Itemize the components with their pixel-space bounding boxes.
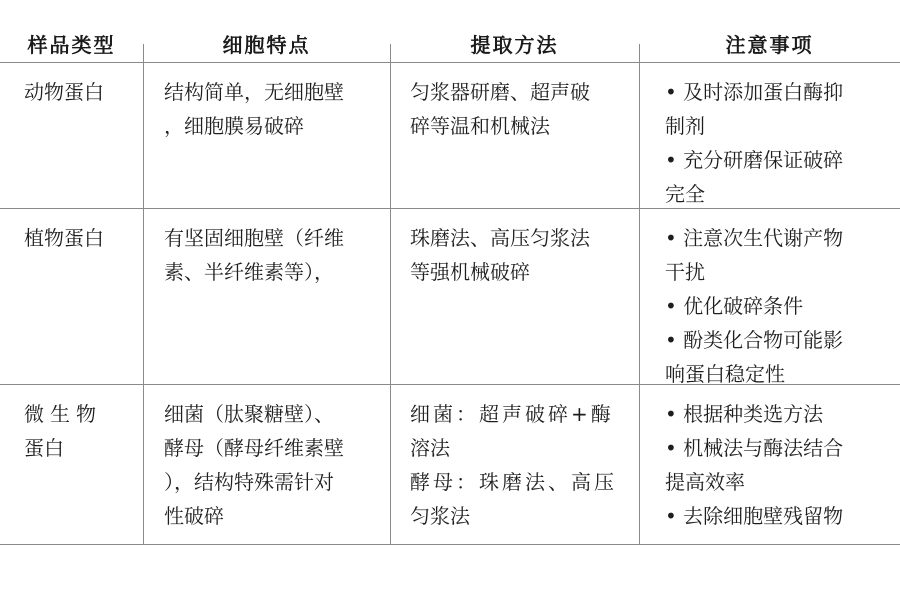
cell-text-line: • 机械法与酶法结合	[665, 436, 844, 460]
cell-sample-type	[0, 209, 143, 384]
table-row-animal-protein	[0, 63, 900, 209]
cell-text-line: 珠磨法、高压匀浆法	[410, 226, 590, 250]
cell-text-line: 碎等温和机械法	[410, 114, 550, 138]
cell-text-line: 有坚固细胞壁（纤维	[164, 226, 344, 250]
cell-text-line: • 充分研磨保证破碎	[665, 148, 844, 172]
cell-text-line: • 根据种类选方法	[665, 402, 824, 426]
cell-text-line: 细菌：超声破碎+酶	[410, 402, 614, 426]
cell-sample-type	[0, 63, 143, 208]
cell-sample-type	[0, 385, 143, 544]
header-divider	[143, 44, 144, 62]
cell-text-line: 匀浆法	[410, 504, 470, 528]
cell-text-line: • 酚类化合物可能影	[665, 328, 844, 352]
cell-methods	[390, 209, 639, 384]
table-row-microbial-protein	[0, 385, 900, 545]
cell-text-line: 等强机械破碎	[410, 260, 530, 284]
cell-text-line: 细菌（肽聚糖壁）、	[164, 402, 334, 426]
header-divider	[390, 44, 391, 62]
cell-text-line: 干扰	[665, 260, 705, 284]
cell-text-line: 提高效率	[665, 470, 745, 494]
cell-notes	[639, 209, 900, 384]
cell-text-line: • 注意次生代谢产物	[665, 226, 844, 250]
table-row-plant-protein	[0, 209, 900, 385]
cell-text-line: 素、半纤维素等），	[164, 260, 334, 284]
cell-text-line: 酵母（酵母纤维素壁	[164, 436, 344, 460]
header-divider	[639, 44, 640, 62]
cell-features	[143, 63, 390, 208]
cell-text-line: 响蛋白稳定性	[665, 362, 785, 386]
cell-text-line: • 优化破碎条件	[665, 294, 804, 318]
header-extraction-method: 提取方法	[470, 33, 559, 57]
cell-features	[143, 385, 390, 544]
cell-notes	[639, 385, 900, 544]
cell-text-line: 植物蛋白	[24, 226, 104, 250]
cell-text-line: 制剂	[665, 114, 705, 138]
cell-text-line: 动物蛋白	[24, 80, 104, 104]
cell-text-line: 酵母：珠磨法、高压	[410, 470, 617, 494]
cell-text-line: ），结构特殊需针对	[164, 470, 334, 494]
header-sample-type: 样品类型	[27, 33, 116, 57]
header-cell-features: 细胞特点	[222, 33, 311, 57]
cell-text-line: 性破碎	[164, 504, 224, 528]
cell-methods	[390, 385, 639, 544]
cell-notes	[639, 63, 900, 208]
cell-text-line: 完全	[665, 182, 705, 206]
cell-text-line: 蛋白	[24, 436, 64, 460]
cell-text-line: 匀浆器研磨、超声破	[410, 80, 590, 104]
header-notes: 注意事项	[725, 33, 814, 57]
cell-text-line: • 及时添加蛋白酶抑	[665, 80, 844, 104]
cell-text-line: ，细胞膜易破碎	[164, 114, 304, 138]
cell-text-line: 微生物	[24, 402, 102, 426]
cell-features	[143, 209, 390, 384]
cell-text-line: • 去除细胞壁残留物	[665, 504, 844, 528]
table-header-row	[0, 0, 900, 63]
cell-methods	[390, 63, 639, 208]
cell-text-line: 结构简单，无细胞壁	[164, 80, 344, 104]
cell-text-line: 溶法	[410, 436, 450, 460]
